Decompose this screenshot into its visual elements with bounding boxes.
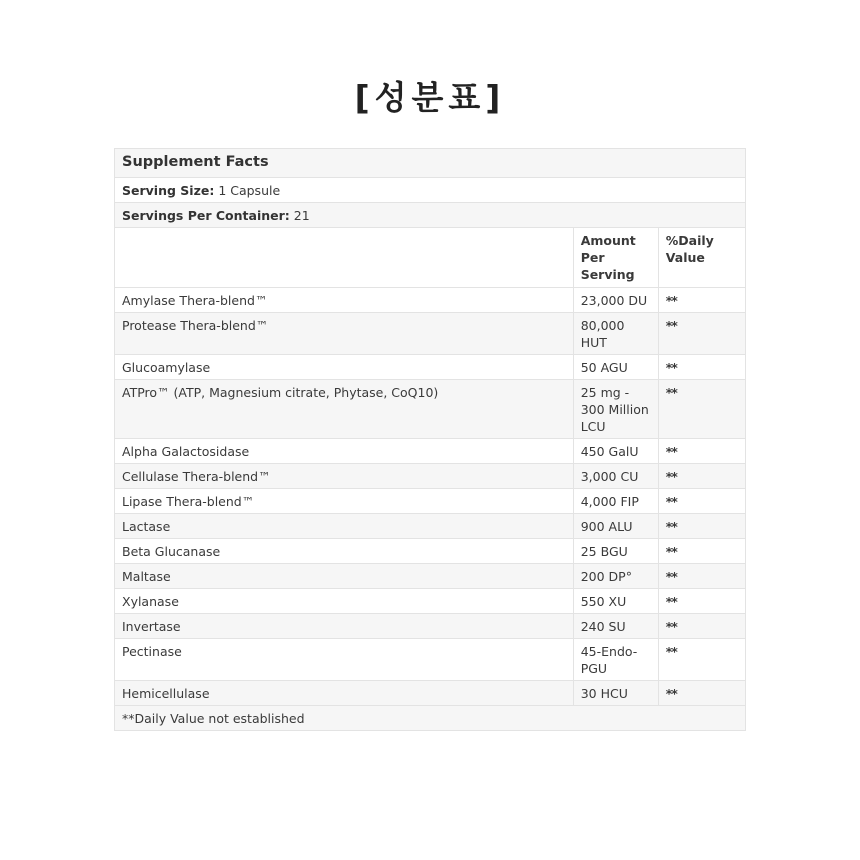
ingredient-amount: 3,000 CU bbox=[573, 464, 658, 489]
ingredient-name: Hemicellulase bbox=[115, 681, 574, 706]
ingredient-name: Invertase bbox=[115, 614, 574, 639]
ingredient-amount: 200 DP° bbox=[573, 564, 658, 589]
table-row bbox=[115, 288, 746, 313]
ingredient-daily-value: ** bbox=[658, 464, 745, 489]
ingredient-daily-value: ** bbox=[658, 489, 745, 514]
ingredient-daily-value: ** bbox=[658, 380, 745, 439]
ingredient-amount: 50 AGU bbox=[573, 355, 658, 380]
table-row bbox=[115, 514, 746, 539]
ingredient-amount: 240 SU bbox=[573, 614, 658, 639]
ingredient-name: Alpha Galactosidase bbox=[115, 439, 574, 464]
ingredient-name: Amylase Thera-blend™ bbox=[115, 288, 574, 313]
table-row bbox=[115, 355, 746, 380]
ingredient-daily-value: ** bbox=[658, 681, 745, 706]
ingredient-amount: 25 mg - 300 Million LCU bbox=[573, 380, 658, 439]
table-row bbox=[115, 439, 746, 464]
table-row bbox=[115, 614, 746, 639]
ingredient-name: Protease Thera-blend™ bbox=[115, 313, 574, 355]
servings-per-container-row bbox=[115, 203, 746, 228]
ingredient-name: Xylanase bbox=[115, 589, 574, 614]
table-row bbox=[115, 489, 746, 514]
ingredient-name: Beta Glucanase bbox=[115, 539, 574, 564]
ingredient-amount: 450 GalU bbox=[573, 439, 658, 464]
ingredient-amount: 4,000 FIP bbox=[573, 489, 658, 514]
facts-heading-row bbox=[115, 149, 746, 178]
footnote: **Daily Value not established bbox=[115, 706, 746, 731]
table-row bbox=[115, 639, 746, 681]
table-row bbox=[115, 681, 746, 706]
ingredient-daily-value: ** bbox=[658, 439, 745, 464]
ingredient-name: Pectinase bbox=[115, 639, 574, 681]
ingredient-amount: 23,000 DU bbox=[573, 288, 658, 313]
ingredient-amount: 30 HCU bbox=[573, 681, 658, 706]
ingredient-daily-value: ** bbox=[658, 614, 745, 639]
ingredient-amount: 80,000 HUT bbox=[573, 313, 658, 355]
ingredient-daily-value: ** bbox=[658, 639, 745, 681]
ingredient-daily-value: ** bbox=[658, 589, 745, 614]
serving-size-value: 1 Capsule bbox=[218, 183, 281, 198]
ingredient-name: Maltase bbox=[115, 564, 574, 589]
ingredient-amount: 550 XU bbox=[573, 589, 658, 614]
ingredient-daily-value: ** bbox=[658, 313, 745, 355]
table-row bbox=[115, 564, 746, 589]
column-header-row bbox=[115, 228, 746, 288]
footnote-row bbox=[115, 706, 746, 731]
ingredient-amount: 900 ALU bbox=[573, 514, 658, 539]
table-row bbox=[115, 313, 746, 355]
column-header-daily-value: %Daily Value bbox=[658, 228, 745, 288]
serving-size-row bbox=[115, 178, 746, 203]
ingredient-name: ATPro™ (ATP, Magnesium citrate, Phytase, CoQ10) bbox=[115, 380, 574, 439]
servings-per-container-value: 21 bbox=[293, 208, 310, 223]
table-row bbox=[115, 589, 746, 614]
ingredient-daily-value: ** bbox=[658, 514, 745, 539]
ingredient-daily-value: ** bbox=[658, 564, 745, 589]
ingredient-amount: 25 BGU bbox=[573, 539, 658, 564]
ingredient-daily-value: ** bbox=[658, 539, 745, 564]
ingredient-amount: 45-Endo-PGU bbox=[573, 639, 658, 681]
serving-size-label: Serving Size: bbox=[122, 183, 215, 198]
ingredient-name: Lipase Thera-blend™ bbox=[115, 489, 574, 514]
ingredient-name: Lactase bbox=[115, 514, 574, 539]
facts-heading: Supplement Facts bbox=[115, 149, 746, 178]
ingredient-name: Cellulase Thera-blend™ bbox=[115, 464, 574, 489]
column-header-amount: Amount Per Serving bbox=[573, 228, 658, 288]
ingredient-daily-value: ** bbox=[658, 355, 745, 380]
table-row bbox=[115, 539, 746, 564]
column-header-blank bbox=[115, 228, 574, 288]
ingredient-daily-value: ** bbox=[658, 288, 745, 313]
page-title: [성분표] bbox=[354, 78, 506, 117]
supplement-facts-table bbox=[114, 148, 746, 731]
table-row bbox=[115, 380, 746, 439]
table-row bbox=[115, 464, 746, 489]
servings-per-container-label: Servings Per Container: bbox=[122, 208, 290, 223]
ingredient-name: Glucoamylase bbox=[115, 355, 574, 380]
